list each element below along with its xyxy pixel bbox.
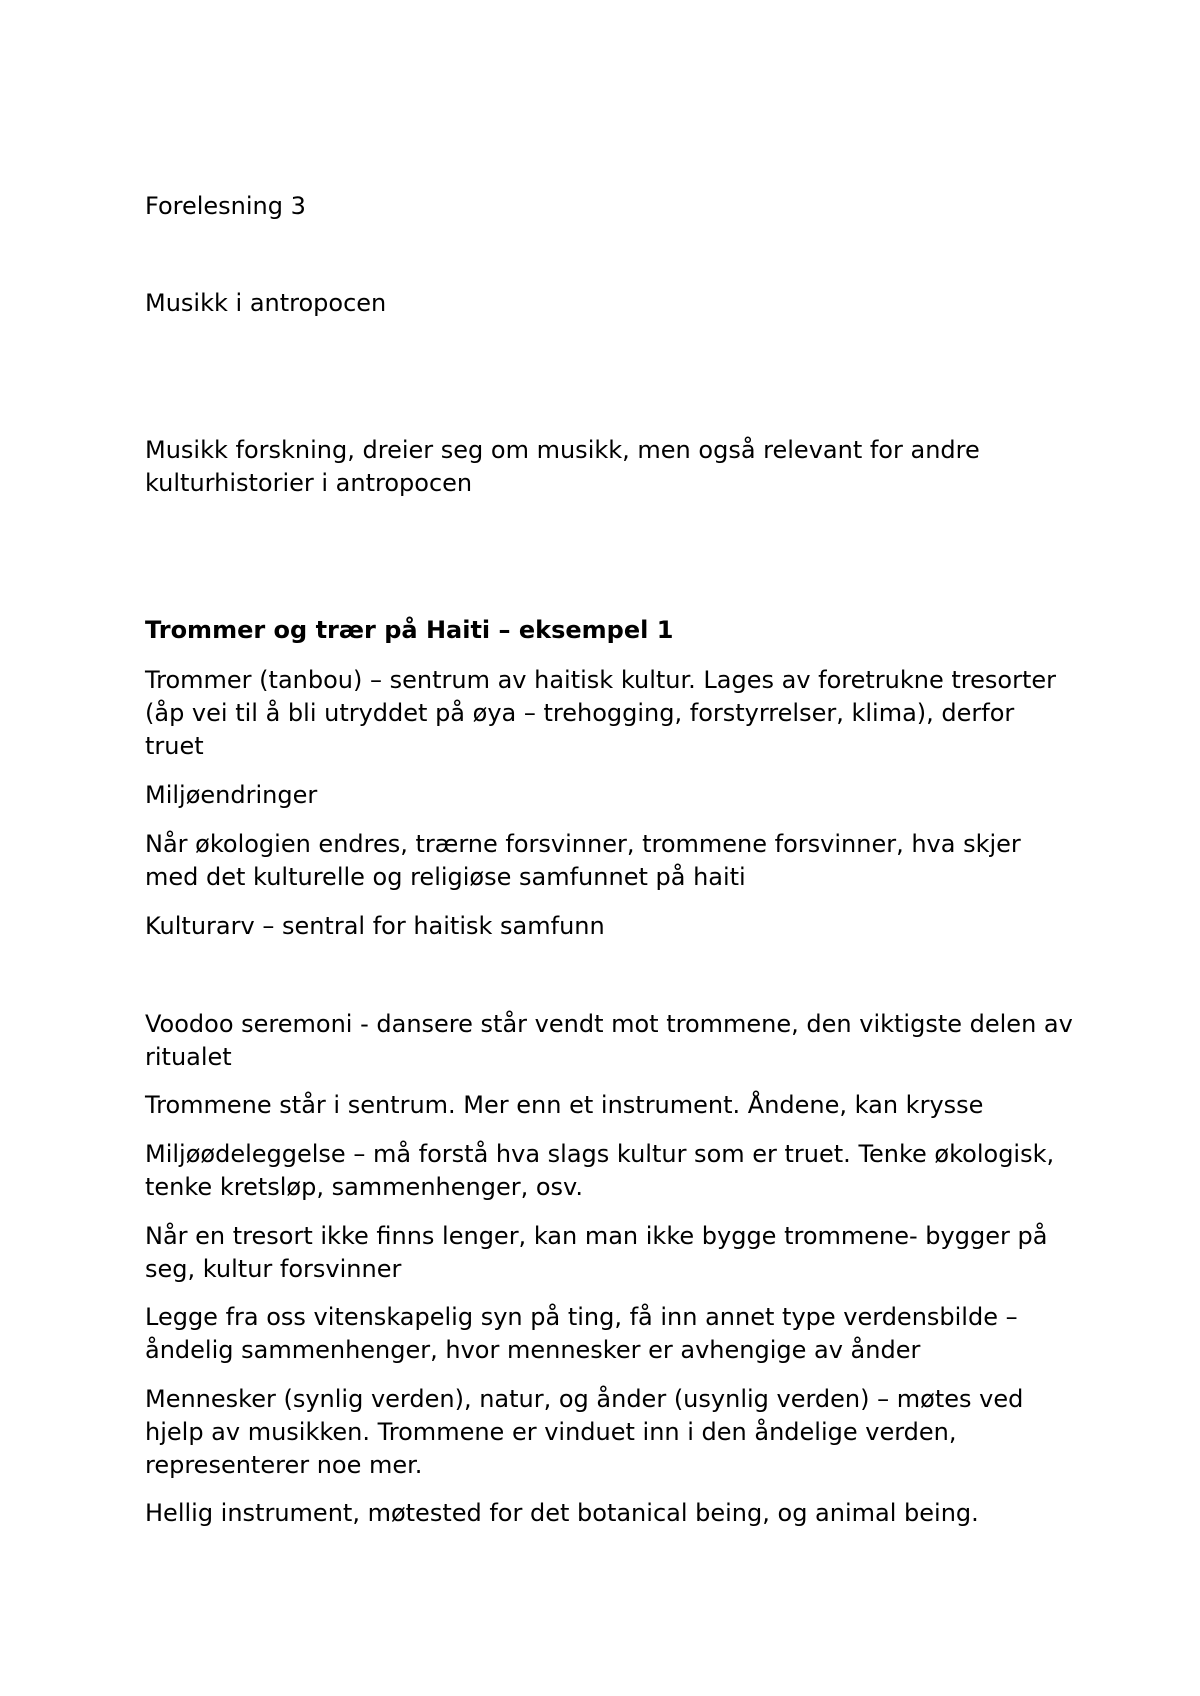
paragraph: Trommene står i sentrum. Mer enn et instrument. Åndene, kan krysse [145, 1091, 984, 1119]
paragraph: Voodoo seremoni - dansere står vendt mot trommene, den viktigste delen av ritualet [145, 1010, 1073, 1071]
section-heading: Trommer og trær på Haiti – eksempel 1 [145, 616, 674, 644]
paragraph: Hellig instrument, møtested for det botanical being, og animal being. [145, 1499, 979, 1527]
paragraph: Når en tresort ikke finns lenger, kan man ikke bygge trommene- bygger på seg, kultur forsvinner [145, 1222, 1048, 1283]
intro-paragraph: Musikk forskning, dreier seg om musikk, men også relevant for andre kulturhistorier i antropocen [145, 436, 980, 497]
paragraph: Kulturarv – sentral for haitisk samfunn [145, 912, 605, 940]
paragraph: Legge fra oss vitenskapelig syn på ting, få inn annet type verdensbilde – åndelig sammenhenger, hvor mennesker er avhengige av ånder [145, 1303, 1018, 1364]
paragraph: Når økologien endres, trærne forsvinner, trommene forsvinner, hva skjer med det kulturelle og religiøse samfunnet på haiti [145, 830, 1021, 891]
document-subtitle: Musikk i antropocen [145, 289, 387, 317]
paragraph: Trommer (tanbou) – sentrum av haitisk kultur. Lages av foretrukne tresorter (åp vei til å bli utryddet på øya – trehogging, forstyrrelser, klima), derfor truet [145, 666, 1057, 760]
paragraph: Mennesker (synlig verden), natur, og ånder (usynlig verden) – møtes ved hjelp av musikken. Trommene er vinduet inn i den åndelige verden, representerer noe mer. [145, 1385, 1024, 1479]
document-title: Forelesning 3 [145, 192, 306, 220]
paragraph: Miljøødeleggelse – må forstå hva slags kultur som er truet. Tenke økologisk, tenke kretsløp, sammenhenger, osv. [145, 1140, 1055, 1201]
paragraph: Miljøendringer [145, 781, 318, 809]
